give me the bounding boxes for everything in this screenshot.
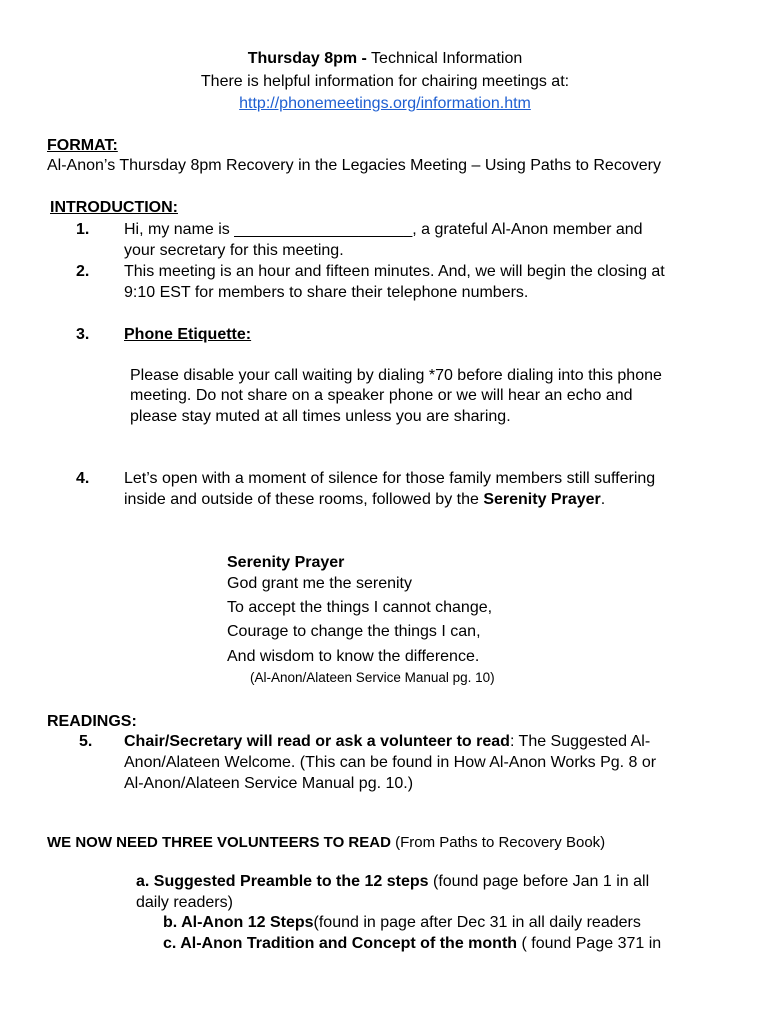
format-text: Al-Anon’s Thursday 8pm Recovery in the Legacies Meeting – Using Paths to Recovery bbox=[47, 157, 661, 174]
item-4-line2: inside and outside of these rooms, followed by the Serenity Prayer. bbox=[124, 491, 606, 508]
etiquette-line-2: meeting. Do not share on a speaker phone or we will hear an echo and bbox=[130, 387, 633, 404]
item-2-line2: 9:10 EST for members to share their telephone numbers. bbox=[124, 284, 529, 301]
title-rest: Technical Information bbox=[371, 50, 523, 67]
item-5-line2: Anon/Alateen Welcome. (This can be found in How Al-Anon Works Pg. 8 or bbox=[124, 754, 657, 771]
info-link[interactable]: http://phonemeetings.org/information.htm bbox=[239, 95, 531, 112]
item-3-number: 3. bbox=[76, 326, 90, 343]
item-4-line1: Let’s open with a moment of silence for those family members still suffering bbox=[124, 470, 656, 487]
item-2-line1: This meeting is an hour and fifteen minutes. And, we will begin the closing at bbox=[124, 263, 665, 280]
info-link-row bbox=[0, 95, 770, 113]
readings-heading: READINGS: bbox=[47, 713, 137, 730]
reading-b: b. Al-Anon 12 Steps(found in page after Dec 31 in all daily readers bbox=[163, 914, 641, 931]
title-bold: Thursday 8pm - bbox=[247, 50, 367, 67]
etiquette-line-3: please stay muted at all times unless you are sharing. bbox=[130, 408, 511, 425]
item-5-number: 5. bbox=[79, 733, 93, 750]
prayer-title: Serenity Prayer bbox=[227, 554, 345, 571]
item-1-line2: your secretary for this meeting. bbox=[124, 242, 344, 259]
phone-etiquette-title: Phone Etiquette: bbox=[124, 326, 252, 343]
reading-a-line2: daily readers) bbox=[136, 894, 233, 911]
item-5-line1: Chair/Secretary will read or ask a volunteer to read: The Suggested Al- bbox=[124, 733, 651, 750]
item-1-line1: Hi, my name is ____________________, a grateful Al-Anon member and bbox=[124, 221, 643, 238]
reading-a-line1: a. Suggested Preamble to the 12 steps (found page before Jan 1 in all bbox=[136, 873, 650, 890]
prayer-line-3: Courage to change the things I can, bbox=[227, 623, 481, 640]
prayer-line-1: God grant me the serenity bbox=[227, 575, 412, 592]
introduction-heading: INTRODUCTION: bbox=[50, 199, 178, 216]
reading-c: c. Al-Anon Tradition and Concept of the month ( found Page 371 in bbox=[163, 935, 662, 952]
info-line: There is helpful information for chairing meetings at: bbox=[200, 73, 570, 90]
item-5-line3: Al-Anon/Alateen Service Manual pg. 10.) bbox=[124, 775, 414, 792]
page-title bbox=[0, 50, 770, 68]
prayer-line-4: And wisdom to know the difference. bbox=[227, 648, 480, 665]
etiquette-line-1: Please disable your call waiting by dialing *70 before dialing into this phone bbox=[130, 367, 662, 384]
prayer-line-2: To accept the things I cannot change, bbox=[227, 599, 493, 616]
format-heading: FORMAT: bbox=[47, 137, 118, 154]
item-2-number: 2. bbox=[76, 263, 90, 280]
item-1-number: 1. bbox=[76, 221, 90, 238]
prayer-source: (Al-Anon/Alateen Service Manual pg. 10) bbox=[250, 670, 495, 685]
volunteers-heading: WE NOW NEED THREE VOLUNTEERS TO READ (From Paths to Recovery Book) bbox=[47, 834, 606, 851]
item-4-number: 4. bbox=[76, 470, 90, 487]
